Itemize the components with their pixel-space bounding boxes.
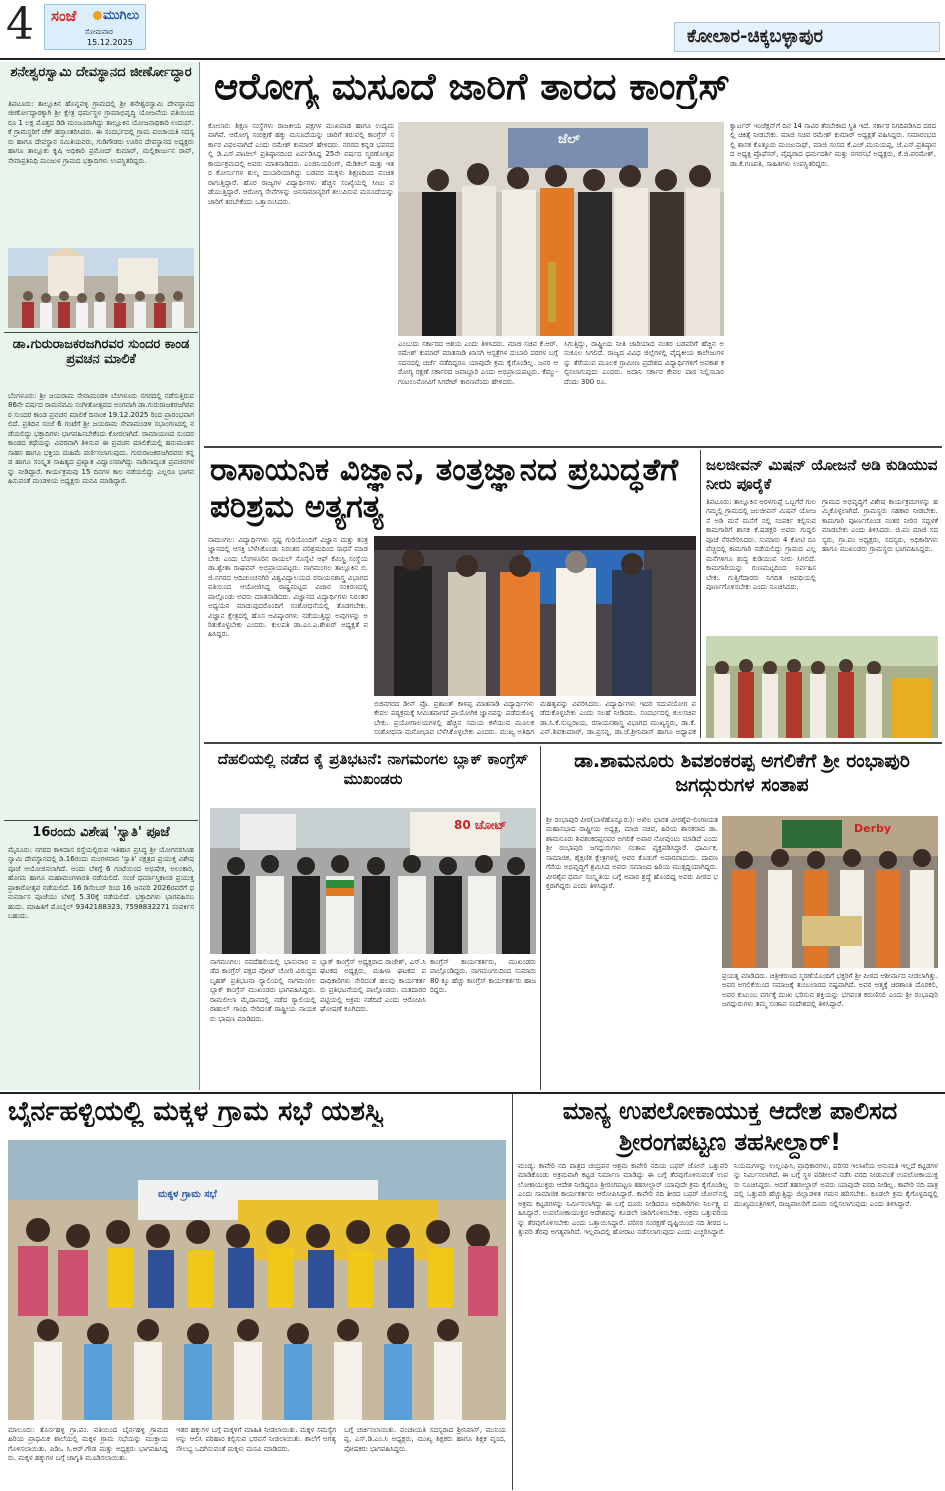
science-col-b: ಬಿಜಿನಗರದ ಡೀನ್ ಪ್ರೊ. ಪ್ರಶಾಂತ್ ಕಾಳಪ್ಪ ಮಾತನಾಡಿ ವಿದ್ಯಾರ್ಥಿಗಳು ಕೇವಲ ಪಠ್ಯಕ್ರಮಕ್ಕೆ ಸೀಮಿತವಾಗದೆ ಪ್ರಾಯೋಗಿಕ ಜ್ಞಾನವನ್ನು ಪಡೆದುಕೊಳ್ಳಬೇಕು. ಪ್ರಯೋಗಾಲಯಗಳಲ್ಲಿ ಹೆಚ್ಚಿನ ಸಮಯ ಕಳೆಯುವ ಮೂಲಕ ಸಂಶೋಧನಾ ಮನೋಭಾವ ಬೆಳೆಸಿಕೊಳ್ಳಬೇಕು ಎಂದರು. ಮುಖ್ಯ ಅತಿಥಿಗ <box>374 700 534 737</box>
story-pravachana-heading: ಡಾ.ಗುರುರಾಜಕರಜಗಿರವರ ಸುಂದರ ಕಾಂಡ ಪ್ರವಚನ ಮಾಲಿಕೆ <box>12 337 190 367</box>
protest-photo <box>210 808 536 954</box>
lead-col-b: ಎಂಬುದು ಸರ್ಕಾರದ ಆಶಯ ಎಂದು ತಿಳಿಸಿದರು. ಮಾಜಿ ಸಚಿವ ಕೆ.ಆರ್.ರಮೇಶ್ ಕುಮಾರ್ ಮಾತನಾಡಿ ಖಾಸಗಿ ಆಸ್ಪತ್ರೆಗಳ ದುಬಾರಿ ದರಗಳ ಬಗ್ಗೆ ಸದನದಲ್ಲಿ ಚರ್ಚೆ ನಡೆದಿದ್ದರೂ ಯಾವುದೇ ಕ್ರಮ ಕೈಗೊಂಡಿಲ್ಲ. ಜನರ ಆರೋಗ್ಯ ರಕ್ಷಣೆ ಸರ್ಕಾರದ ಜವಾಬ್ದಾರಿ ಎಂದು ಅಭಿಪ್ರಾಯಪಟ್ಟರು. ಕೆಮ್ಮು-ಗಂಟಲುನೋವಿಗೆ ಸಿಗರೇಟ್ ಕಾರಣವೆಂದು ಹೇಳಿದರು. <box>398 340 558 386</box>
jal-headline: ಜಲಜೀವನ್ ಮಿಷನ್ ಯೋಜನೆ ಅಡಿ ಕುಡಿಯುವ ನೀರು ಪೂರೈಕೆ <box>706 456 938 493</box>
sun-logo-icon <box>93 11 102 20</box>
masthead <box>0 0 945 56</box>
rambha-col-a: ಶ್ರೀ ರಂಭಾಪುರಿ ಪೀಠ(ಬಾಳೆಹೊನ್ನೂರು): ಅಖಿಲ ಭಾರತ ವೀರಶೈವ-ಲಿಂಗಾಯತ ಮಹಾಸಭಾದ ರಾಷ್ಟ್ರೀಯ ಅಧ್ಯಕ್ಷ, ಮಾಜಿ ಸಚಿವ, ಹಿರಿಯ ಶಾಸಕರಾದ ಡಾ.ಶಾಮನೂರು ಶಿವಶಂಕರಪ್ಪನವರ ಅಗಲಿಕೆ ಅಪಾರ ನೋವುಂಟು ಮಾಡಿದೆ ಎಂದು ಶ್ರೀ ರಂಭಾಪುರಿ ಜಗದ್ಗುರುಗಳು ಸಂತಾಪ ವ್ಯಕ್ತಪಡಿಸಿದ್ದಾರೆ. ಧಾರ್ಮಿಕ, ಸಾಮಾಜಿಕ, ಶೈಕ್ಷಣಿಕ ಕ್ಷೇತ್ರಗಳಲ್ಲಿ ಅವರ ಕೊಡುಗೆ ಅಪಾರವಾದುದು. ದಾವಣಗೆರೆಯ ಅಭಿವೃದ್ಧಿಗೆ ಶ್ರಮಿಸಿದ ಅವರು ಸಮಾಜದ ಹಿರಿಯ ಮುತ್ಸದ್ದಿಯಾಗಿದ್ದರು. ವೀರಶೈವ ಧರ್ಮ ಸಂಸ್ಕೃತಿಯ ಬಗ್ಗೆ ಅಪಾರ ಶ್ರದ್ಧೆ ಹೊಂದಿದ್ದ ಅವರು ಪೀಠದ ಭಕ್ತರಾಗಿದ್ದರು ಎಂದು ತಿಳಿಸಿದ್ದಾರೆ. <box>546 816 718 891</box>
science-col-c: ಮಹತ್ವವನ್ನು ವಿವರಿಸಿದರು. ವಿದ್ಯಾರ್ಥಿಗಳು ಇದರ ಸದುಪಯೋಗ ಪಡೆದುಕೊಳ್ಳಬೇಕು ಎಂದು ಸಲಹೆ ನೀಡಿದರು. ಸಂದರ್ಭದಲ್ಲಿ ಕುಲಸಚಿವ ಡಾ.ಸಿ.ಕೆ.ಸುಬ್ಬರಾಯ, ರಸಾಯನಶಾಸ್ತ್ರ ವಿಭಾಗದ ಮುಖ್ಯಸ್ಥರು, ಡಾ.ಕೆ.ಎನ್.ಶಿವಕುಮಾರ್, ಡಾ.ಪ್ರಸನ್ನ, ಡಾ.ಜೆ.ಶ್ರೀನಿವಾಸ್ ಹಾಗೂ ಅಧ್ಯಾಪಕ <box>540 700 696 737</box>
protest-col-a: ನಾಗಮಂಗಲ: ನವದೆಹಲಿಯಲ್ಲಿ ಭಾನುವಾರ ನಡೆದ ಕಾಂಗ್ರೆಸ್ ಪಕ್ಷದ ವೋಟ್ ಚೋರಿ ವಿರುದ್ಧದ ಬೃಹತ್ ಪ್ರತಿಭಟನಾ ರ‍್ಯಾಲಿಯಲ್ಲಿ ನಾಗಮಂಗಲ ಬ್ಲಾಕ್ ಕಾಂಗ್ರೆಸ್ ಮುಖಂಡರು ಭಾಗವಹಿಸಿದ್ದರು. ರಾಮಲೀಲಾ ಮೈದಾನದಲ್ಲಿ ನಡೆದ ರ‍್ಯಾಲಿಯಲ್ಲಿ ರಾಹುಲ್ ಗಾಂಧಿ ಸೇರಿದಂತೆ ರಾಷ್ಟ್ರೀಯ ನಾಯಕರು ಭಾಷಣ ಮಾಡಿದರು. <box>210 958 316 1023</box>
issue-date: 15.12.2025 <box>87 38 133 47</box>
lokayukta-col-b: ನಿಯಮಗಳನ್ನು ಉಲ್ಲಂಘಿಸಿ, ಪ್ರಾಧಿಕಾರಗಳು, ಪರಿಸರ ಇಲಾಖೆಯ ಅನುಮತಿ ಇಲ್ಲದೆ ಕಟ್ಟಡಗಳನ್ನು ನಿರ್ಮಿಸಲಾಗಿದೆ. ಈ ಬಗ್ಗೆ ಸ್ಥಳ ಪರಿಶೀಲನೆ ನಡೆಸಿ ವರದಿ ನೀಡುವಂತೆ ಉಪಲೋಕಾಯುಕ್ತರು ಸೂಚಿಸಿದ್ದರು. ಆದರೆ ತಹಸೀಲ್ದಾರ್ ಅವರು ಯಾವುದೇ ವರದಿ ನೀಡಿಲ್ಲ. ಕಾವೇರಿ ನದಿ ಪಾತ್ರದಲ್ಲಿ ಒತ್ತುವರಿ ಹೆಚ್ಚುತ್ತಿದ್ದು ಜಿಲ್ಲಾಡಳಿತ ಗಮನ ಹರಿಸಬೇಕು. ಕೂಡಲೇ ಕ್ರಮ ಕೈಗೊಳ್ಳದಿದ್ದಲ್ಲಿ ಮುಖ್ಯಮಂತ್ರಿಗಳಿಗೆ, ರಾಜ್ಯಪಾಲರಿಗೆ ದೂರು ಸಲ್ಲಿಸಲಾಗುವುದು ಎಂದು ತಿಳಿಸಿದ್ದಾರೆ. <box>734 1162 938 1208</box>
story-pravachana-body: ಬೆಂಗಳೂರು: ಶ್ರೀ ಜಯರಾಮ ಸೇವಾಮಂಡಳಿ ಬೆಂಗಳೂರು ನಗರದಲ್ಲಿ ನಡೆಸುತ್ತಿರುವ 86ನೇ ವರ್ಷದ ರಾಮನವಮಿ ಸಂಗೀತೋತ್ಸವದ ಅಂಗವಾಗಿ ಡಾ.ಗುರುರಾಜಕರಜಗಿರವರ ಸುಂದರ ಕಾಂಡ ಪ್ರವಚನ ಮಾಲಿಕೆ ದಿನಾಂಕ 19.12.2025 ರಿಂದ ಪ್ರಾರಂಭವಾಗಲಿದೆ. ಪ್ರತಿದಿನ ಸಂಜೆ 6 ಗಂಟೆಗೆ ಶ್ರೀ ಜಯರಾಮ ಸೇವಾಮಂಡಳಿ ಸಭಾಂಗಣದಲ್ಲಿ ನಡೆಯಲಿದ್ದು ಭಕ್ತಾದಿಗಳು ಭಾಗವಹಿಸಬೇಕೆಂದು ಕೋರಲಾಗಿದೆ. ರಾಮಾಯಣದ ಸುಂದರ ಕಾಂಡದ ಕಥೆಯನ್ನು ವಿವರವಾಗಿ ತಿಳಿಸುವ ಈ ಪ್ರವಚನ ಮಾಲಿಕೆಯಲ್ಲಿ ಹನುಮಂತನ ಸಾಹಸ ಹಾಗೂ ಭಕ್ತಿಯ ಮಹಿಮೆ ವರ್ಣಿಸಲಾಗುವುದು. ಗುರುರಾಜಕರಜಗಿರವರು ಕನ್ನಡ ಹಾಗೂ ಸಂಸ್ಕೃತ ಸಾಹಿತ್ಯದ ಪ್ರಖ್ಯಾತ ವಿದ್ವಾಂಸರಾಗಿದ್ದು ನಾಡಿನಾದ್ಯಂತ ಪ್ರವಚನಗಳನ್ನು ನೀಡಿದ್ದಾರೆ. ಕಾರ್ಯಕ್ರಮವು 15 ದಿನಗಳ ಕಾಲ ನಡೆಯಲಿದ್ದು ಎಲ್ಲರೂ ಭಾಗವಹಿಸುವಂತೆ ಮಂಡಳಿಯ ಅಧ್ಯಕ್ಷರು ಮನವಿ ಮಾಡಿದ್ದಾರೆ. <box>8 392 194 485</box>
rambha-photo-banner-text: Derby <box>854 822 892 835</box>
lead-photo-banner-text: ಜೆಲ್ <box>558 132 580 147</box>
protest-headline: ದೆಹಲಿಯಲ್ಲಿ ನಡೆದ ಕೈ ಪ್ರತಿಭಟನೆ: ನಾಗಮಂಗಲ ಬ್ಲಾಕ್ ಕಾಂಗ್ರೆಸ್ ಮುಖಂಡರು <box>217 750 529 788</box>
issue-day: ಸೋಮವಾರ <box>85 28 113 36</box>
lead-headline: ಆರೋಗ್ಯ ಮಸೂದೆ ಜಾರಿಗೆ ತಾರದ ಕಾಂಗ್ರೆಸ್ <box>214 66 731 108</box>
children-sabha-headline: ಬೈರ್ನಹಳ್ಳಿಯಲ್ಲಿ ಮಕ್ಕಳ ಗ್ರಾಮ ಸಭೆ ಯಶಸ್ವಿ <box>8 1096 385 1127</box>
protest-col-c: ಕಾಂಗ್ರೆಸ್ ಕಾರ್ಯಕರ್ತರು, ಮುಖಂಡರು ಪಾಲ್ಗೊಂಡಿದ್ದರು. ನಾಗಮಂಗಲದಿಂದ ಸುಮಾರು 80 ಕ್ಕೂ ಹೆಚ್ಚು ಕಾಂಗ್ರೆಸ್ ಕಾರ್ಯಕರ್ತರು ಹಾಜರಿದ್ದರು. <box>430 958 536 995</box>
children-col-b: ಇತರ ಹಕ್ಕುಗಳ ಬಗ್ಗೆ ಮಕ್ಕಳಿಗೆ ಮಾಹಿತಿ ನೀಡಲಾಯಿತು. ಮಕ್ಕಳ ಸಮಸ್ಯೆಗಳನ್ನು ಆಲಿಸಿ ಪರಿಹಾರ ಕಲ್ಪಿಸುವ ಭರವಸೆ ನೀಡಲಾಯಿತು. ಶಾಲೆಗೆ ಅಗತ್ಯ ಸೌಲಭ್ಯ ಒದಗಿಸುವಂತೆ ಮಕ್ಕಳು ಮನವಿ ಮಾಡಿದರು. <box>176 1426 336 1453</box>
temple-photo <box>8 248 194 328</box>
rambha-headline: ಡಾ.ಶಾಮನೂರು ಶಿವಶಂಕರಪ್ಪ ಅಗಲಿಕೆಗೆ ಶ್ರೀ ರಂಭಾಪುರಿ ಜಗದ್ಗುರುಗಳ ಸಂತಾಪ <box>574 750 910 796</box>
lokayukta-headline: ಮಾನ್ಯ ಉಪಲೋಕಾಯುಕ್ತ ಆದೇಶ ಪಾಲಿಸದ ಶ್ರೀರಂಗಪಟ್ಟಣ ತಹಸೀಲ್ದಾರ್! <box>562 1097 898 1157</box>
science-headline: ರಾಸಾಯನಿಕ ವಿಜ್ಞಾನ, ತಂತ್ರಜ್ಞಾನದ ಪ್ರಬುದ್ಧತೆಗೆ ಪರಿಶ್ರಮ ಅತ್ಯಗತ್ಯ <box>210 452 679 526</box>
lead-photo <box>398 122 724 336</box>
children-col-c: ಬಗ್ಗೆ ಚರ್ಚಿಸಲಾಯಿತು. ಪಂಚಾಯತಿ ಸದಸ್ಯರಾದ ಶ್ರೀನಿವಾಸ್, ಮುನಿಯಪ್ಪ, ಎಸ್.ಡಿ.ಎಂ.ಸಿ ಅಧ್ಯಕ್ಷರು, ಮುಖ್ಯ ಶಿಕ್ಷಕರು ಹಾಗೂ ಶಿಕ್ಷಕ ವೃಂದ, ಪೋಷಕರು ಭಾಗವಹಿಸಿದ್ದರು. <box>344 1426 506 1453</box>
story-temple-heading: ಶನೇಶ್ವರಸ್ವಾಮಿ ದೇವಸ್ಥಾನದ ಜೀರ್ಣೋದ್ಧಾರ <box>10 65 192 80</box>
story-swathi-heading: 16ರಂದು ವಿಶೇಷ 'ಸ್ವಾತಿ' ಪೂಜೆ <box>32 825 170 840</box>
children-sabha-banner-text: ಮಕ್ಕಳ ಗ್ರಾಮ ಸಭೆ <box>158 1189 217 1200</box>
science-photo-image <box>374 536 696 696</box>
lead-col-d: ಕ್ವಾರ್ಟರ್ ಇಂಜೆಕ್ಷನ್‌ಗೆ ದಿನ 14 ಸಾವಿರ ತೆರಬೇಕಾದ ಸ್ಥಿತಿ ಇದೆ. ಸರ್ಕಾರ ನಿಗದಿಪಡಿಸಿದ ದರದಲ್ಲಿ ಚಿಕಿತ್ಸೆ ನೀಡಬೇಕು. ಮಾಜಿ ಸಚಿವ ರಮೇಶ್ ಕುಮಾರ್ ಅಧ್ಯಕ್ಷತೆ ವಹಿಸಿದ್ದರು. ಸಮಾರಂಭದಲ್ಲಿ ಶಾಸಕ ಕೊತ್ತೂರು ಮಂಜುನಾಥ್, ಮಾಜಿ ಸಂಸದ ಕೆ.ಎಚ್.ಮುನಿಯಪ್ಪ, ಜೆ.ಎಸ್.ಪ್ರತಿಷ್ಠಾನದ ಅಧ್ಯಕ್ಷ ಪ್ರೊಫೆಸರ್, ವೈದ್ಯರಾದ ಧರ್ಮದರ್ಶಿ ಮತ್ತು ನಗರಸಭೆ ಅಧ್ಯಕ್ಷರು, ಕೆ.ಜಿ.ಪರಮೇಶ್, ಡಾ.ಕೆ.ಗಣಪತಿ, ಸಾಹಿತಿಗಳು ಉಪಸ್ಥಿತರಿದ್ದರು. <box>730 122 936 168</box>
brand-name-b: ಮುಗಿಲು <box>103 8 140 23</box>
children-sabha-photo <box>8 1140 506 1420</box>
lead-col-c: ಸಿಗುತ್ತಿದ್ದು, ರಾಷ್ಟ್ರೀಯ ನೀತಿ ಜಾರಿಯಾದ ನಂತರ ಬಡವರಿಗೆ ಹೆಚ್ಚಿನ ಅನುಕೂಲ ಸಿಗಲಿದೆ. ರಾಜ್ಯದ ವಿವಿಧ ಜಿಲ್ಲೆಗಳಲ್ಲಿ ವೈದ್ಯಕೀಯ ಕಾಲೇಜುಗಳನ್ನು ತೆರೆಯುವ ಮೂಲಕ ಗ್ರಾಮೀಣ ಪ್ರದೇಶದ ವಿದ್ಯಾರ್ಥಿಗಳಿಗೆ ಅವಕಾಶ ಕಲ್ಪಿಸಲಾಗುವುದು ಎಂದರು. ಅದಾನಿ ಸರ್ಕಾರ ಕೇವಲ ಪಾಠ ನಿಲ್ಲಿಸಬಾರದೆಂದು 300 ರೂ. <box>564 340 724 386</box>
brand-name-a: ಸಂಜೆ <box>51 7 77 25</box>
protest-col-b: ಬ್ಲಾಕ್ ಕಾಂಗ್ರೆಸ್ ಅಧ್ಯಕ್ಷರಾದ ರಾಜೇಶ್, ಎಸ್.ಸಿ ಘಟಕದ ಅಧ್ಯಕ್ಷರು, ಮಹಿಳಾ ಘಟಕದ ಪದಾಧಿಕಾರಿಗಳು ಸೇರಿದಂತೆ ಹಲವು ಕಾರ್ಯಕರ್ತರು ಪ್ರತಿಭಟನೆಯಲ್ಲಿ ಪಾಲ್ಗೊಂಡರು. ಮತದಾರರ ಪಟ್ಟಿಯಲ್ಲಿ ಅಕ್ರಮ ನಡೆದಿದೆ ಎಂದು ಆರೋಪಿಸಿ ಘೋಷಣೆ ಕೂಗಿದರು. <box>320 958 426 1014</box>
story-temple-body: ತಿಪಟೂರು: ತಾಲ್ಲೂಕಿನ ಹೊನ್ನವಳ್ಳಿ ಗ್ರಾಮದಲ್ಲಿ ಶ್ರೀ ಶನೇಶ್ವರಸ್ವಾಮಿ ದೇವಸ್ಥಾನದ ಜೀರ್ಣೋದ್ಧಾರಕ್ಕಾಗಿ ಶ್ರೀ ಕ್ಷೇತ್ರ ಧರ್ಮಸ್ಥಳ ಗ್ರಾಮಾಭಿವೃದ್ಧಿ ಯೋಜನೆಯ ವತಿಯಿಂದ ರೂ 1 ಲಕ್ಷ ಮೊತ್ತದ ಡಿಡಿ ಮಂಜೂರಾಗಿದ್ದು ತಾಲ್ಲೂಕಿನ ಯೋಜನಾಧಿಕಾರಿ ಉದಯ್.ಕೆ ಗ್ರಾಮಸ್ಥರಿಗೆ ಚೆಕ್ ಹಸ್ತಾಂತರಿಸಿದರು. ಈ ಸಂದರ್ಭದಲ್ಲಿ ಗ್ರಾಮ ಪಂಚಾಯತಿ ಸದಸ್ಯರು ಹಾಗೂ ದೇವಸ್ಥಾನ ಸಮಿತಿಯವರು, ಗುಡಿಗೌಡರು ಊರಿನ ದೇವಸ್ಥಾನದ ಅಧ್ಯಕ್ಷರು ಹಾಗೂ ತಾಲ್ಲೂಕು ಕೃಷಿ ಅಧಿಕಾರಿ ಪ್ರಮೋದ್ ಕುಮಾರ್, ಮಲ್ಲಿಕಾರ್ಜುನ ರಾವ್, ಸೇವಾಪ್ರತಿನಿಧಿ ಮಂಜುಳ ಗ್ರಾಮದ ಭಕ್ತಾದಿಗಳು ಉಪಸ್ಥಿತರಿದ್ದರು. <box>8 100 194 165</box>
jal-photo <box>706 636 938 738</box>
jal-col-a: ತಿಪಟೂರು: ತಾಲ್ಲೂಕಿನ ಅರಳಗುಪ್ಪೆ ಒಬ್ಬಗೆರೆ ಗುಲಗಮ್ಮಲ್ಲಿ ಗ್ರಾಮದಲ್ಲಿ ಜಲಜೀವನ್ ಮಿಷನ್ ಯೋಜನೆ ಅಡಿ ಮನೆ ಮನೆಗೆ ನಲ್ಲಿ ಸಂಪರ್ಕ ಕಲ್ಪಿಸುವ ಕಾಮಗಾರಿಗೆ ಶಾಸಕ ಕೆ.ಷಡಕ್ಷರಿ ಅವರು ಗುದ್ದಲಿ ಪೂಜೆ ನೆರವೇರಿಸಿದರು. ಸುಮಾರು 4 ಕೋಟಿ ರೂ ವೆಚ್ಚದಲ್ಲಿ ಕಾಮಗಾರಿ ನಡೆಯಲಿದ್ದು ಗ್ರಾಮದ ಎಲ್ಲ ಮನೆಗಳಿಗೂ ಶುದ್ಧ ಕುಡಿಯುವ ನೀರು ಸಿಗಲಿದೆ. ಕಾಮಗಾರಿಯನ್ನು ಗುಣಮಟ್ಟದಿಂದ ನಿರ್ವಹಿಸಬೇಕು. ಗುತ್ತಿಗೆದಾರರು ನಿಗದಿತ ಅವಧಿಯಲ್ಲಿ ಪೂರ್ಣಗೊಳಿಸಬೇಕು ಎಂದು ಸೂಚಿಸಿದರು. <box>706 498 816 591</box>
children-col-a: ಮಾಲೂರು: ತೊರ್ನಹಳ್ಳಿ ಗ್ರಾ.ಪಂ. ವತಿಯಿಂದ ಬೈರ್ನಹಳ್ಳಿ ಗ್ರಾಮದ ಹಿರಿಯ ಪ್ರಾಥಮಿಕ ಶಾಲೆಯಲ್ಲಿ ಮಕ್ಕಳ ಗ್ರಾಮ ಸಭೆಯನ್ನು ಮುಕ್ತಾಯಗೊಳಿಸಲಾಯಿತು. ಪಿಡಿಒ ಸಿ.ಆರ್.ಗೌಡ ಮತ್ತು ಅಧ್ಯಕ್ಷರು ಭಾಗವಹಿಸಿದ್ದರು. ಮಕ್ಕಳ ಹಕ್ಕುಗಳ ಬಗ್ಗೆ ಜಾಗೃತಿ ಮೂಡಿಸಲಾಯಿತು. <box>8 1426 168 1463</box>
jal-col-b: ಗ್ರಾಮದ ಅಭಿವೃದ್ಧಿಗೆ ವಿಶೇಷ ಕಾರ್ಯಕ್ರಮಗಳನ್ನು ಹಮ್ಮಿಕೊಳ್ಳಲಾಗಿದೆ. ಗ್ರಾಮಸ್ಥರು ಸಹಕಾರ ನೀಡಬೇಕು. ಕಾಮಗಾರಿ ಪೂರ್ಣಗೊಂಡ ನಂತರ ನೀರಿನ ಸದ್ಬಳಕೆ ಮಾಡಬೇಕು ಎಂದು ತಿಳಿಸಿದರು. ಜಿ.ಪಂ ಮಾಜಿ ಸದಸ್ಯರು, ಗ್ರಾ.ಪಂ ಅಧ್ಯಕ್ಷರು, ಸದಸ್ಯರು, ಅಧಿಕಾರಿಗಳು ಹಾಗೂ ಮುಖಂಡರು ಗ್ರಾಮಸ್ಥರು ಭಾಗವಹಿಸಿದ್ದರು. <box>822 498 938 554</box>
story-swathi-body: ಮೈಸೂರು: ನಗರದ ಕಾಳಿದಾಸ ರಸ್ತೆಯಲ್ಲಿರುವ ಇತಿಹಾಸ ಪ್ರಸಿದ್ಧ ಶ್ರೀ ಯೋಗನರಸಿಂಹಸ್ವಾಮಿ ದೇವಸ್ಥಾನದಲ್ಲಿ ಡಿ.16ರಂದು ಮಂಗಳವಾರ 'ಸ್ವಾತಿ' ನಕ್ಷತ್ರದ ಪ್ರಯುಕ್ತ ವಿಶೇಷ ಪೂಜೆ ಆಯೋಜಿಸಲಾಗಿದೆ. ಅಂದು ಬೆಳಿಗ್ಗೆ 6 ಗಂಟೆಯಿಂದ ಅಭಿಷೇಕ, ಅಲಂಕಾರ, ಹೋಮ ಹಾಗೂ ಮಹಾಮಂಗಳಾರತಿ ನಡೆಯಲಿದೆ. ಸಂಜೆ ಧರ್ಮಾಸ್ತಿಕಾಂಡ ಪ್ರಯುಕ್ತ ಪ್ರಾಕಾರೋತ್ಸವ ನಡೆಯಲಿದೆ. 16 ಡಿಸೆಂಬರ್ ರಿಂದ 16 ಜನವರಿ 2026ರವರೆಗೆ ಧನುರ್ಮಾಸ ಪೂಜೆಯು ಬೆಳಿಗ್ಗೆ 5.30ಕ್ಕೆ ನಡೆಯಲಿದೆ. ಭಕ್ತಾದಿಗಳು ಭಾಗವಹಿಸಬಹುದು. ಮಾಹಿತಿಗೆ ಮೊಬೈಲ್ 9342188323, 7598832271 ಸಂಪರ್ಕಿಸಬಹುದು. <box>8 846 194 921</box>
region-banner <box>674 22 940 52</box>
lead-col-a: ಕೋಲಾರ: ಶಿಕ್ಷಣ ಸಂಸ್ಥೆಗಳು ರಾಜಕೀಯ ಪಕ್ಷಗಳ ಮುಖವಾಡ ಹಾಗೂ ಉದ್ಯಮವಾಗಿವೆ. ಆರೋಗ್ಯ ಸಂರಕ್ಷಣೆ ಹಕ್ಕು ಮಸೂದೆಯನ್ನು ಜಾರಿಗೆ ತರುವಲ್ಲಿ ಕಾಂಗ್ರೆಸ್ ಸರ್ಕಾರ ವಿಫಲವಾಗಿದೆ ಎಂದು ರಮೇಶ್ ಕುಮಾರ್ ಹೇಳಿದರು. ನಗರದ ಕನ್ನಡ ಭವನದಲ್ಲಿ ಡಿ.ಎಸ್.ಪಾಟೀಲ್ ಪ್ರತಿಷ್ಠಾನದಿಂದ ಏರ್ಪಡಿಸಿದ್ದ 25ನೇ ವರ್ಷದ ಸ್ಮರಣೋತ್ಸವ ಕಾರ್ಯಕ್ರಮದಲ್ಲಿ ಅವರು ಮಾತನಾಡಿದರು. ಎಂಜಿನಿಯರಿಂಗ್, ಮೆಡಿಕಲ್ ಮತ್ತು ಇತರ ಕೋರ್ಸುಗಳ ಶುಲ್ಕ ದುಬಾರಿಯಾಗಿದ್ದು ಬಡವರ ಮಕ್ಕಳು ಶಿಕ್ಷಣದಿಂದ ವಂಚಿತರಾಗುತ್ತಿದ್ದಾರೆ. ಹೊರ ರಾಜ್ಯಗಳ ವಿದ್ಯಾರ್ಥಿಗಳು ಹೆಚ್ಚಿನ ಸಂಖ್ಯೆಯಲ್ಲಿ ಸೀಟು ಪಡೆಯುತ್ತಿದ್ದಾರೆ. ಆರೋಗ್ಯ ಸೇವೆಗಳನ್ನು ಜನಸಾಮಾನ್ಯರಿಗೆ ತಲುಪಿಸುವ ಮಸೂದೆಯನ್ನು ಜಾರಿಗೆ ತರಬೇಕೆಂದು ಒತ್ತಾಯಿಸಿದರು. <box>208 122 394 206</box>
rambha-photo <box>722 816 938 968</box>
rambha-col-b: ಪ್ರಯತ್ನ ಮಾಡಿದರು. ಚಿತ್ರೀಕರಣದ ಸ್ಮರಣೆಯೊಂದಿಗೆ ಭಕ್ತರಿಗೆ ಶ್ರೀ ಪೀಠದ ಆಶೀರ್ವಾದ ನೀಡಲಾಗಿತ್ತು. ಅವರ ಅಗಲಿಕೆಯಿಂದ ಸಮಾಜಕ್ಕೆ ತುಂಬಲಾರದ ನಷ್ಟವಾಗಿದೆ. ಅವರ ಆತ್ಮಕ್ಕೆ ಚಿರಶಾಂತಿ ದೊರಕಲಿ, ಅವರ ಕುಟುಂಬ ವರ್ಗಕ್ಕೆ ದುಃಖ ಭರಿಸುವ ಶಕ್ತಿಯನ್ನು ಭಗವಂತ ಕರುಣಿಸಲಿ ಎಂದು ಶ್ರೀ ರಂಭಾಪುರಿ ಜಗದ್ಗುರುಗಳು ತಮ್ಮ ಸಂತಾಪ ಸಂದೇಶದಲ್ಲಿ ತಿಳಿಸಿದ್ದಾರೆ. <box>722 972 938 1009</box>
science-col-a: ನಾಮಂಗಲ: ವಿದ್ಯಾರ್ಥಿಗಳು ಸ್ಪಷ್ಟ ಗುರಿಯೊಂದಿಗೆ ವಿಜ್ಞಾನ ಮತ್ತು ತಂತ್ರಜ್ಞಾನದಲ್ಲಿ ಆಸಕ್ತಿ ಬೆಳೆಸಿಕೊಂಡು ನಿರಂತರ ಪರಿಶ್ರಮದಿಂದ ಸಾಧನೆ ಮಾಡಬೇಕು ಎಂದು ಬೆಂಗಳೂರಿನ ರಾಯಲ್ ಸೊಸೈಟಿ ಆಫ್ ಕೆಮಿಸ್ಟ್ರಿ ಸಂಸ್ಥೆಯ ಡಾ.ಶ್ವೇತಾ ರಾಘವನ್ ಅಭಿಪ್ರಾಯಪಟ್ಟರು. ನಾಗಮಂಗಲ ತಾಲ್ಲೂಕಿನ ಬಿ.ಜಿ.ನಗರದ ಆದಿಚುಂಚನಗಿರಿ ವಿಶ್ವವಿದ್ಯಾಲಯದ ರಸಾಯನಶಾಸ್ತ್ರ ವಿಭಾಗದ ವತಿಯಿಂದ ಆಯೋಜಿಸಿದ್ದ ರಾಷ್ಟ್ರಮಟ್ಟದ ವಿಚಾರ ಸಂಕಿರಣದಲ್ಲಿ ಪಾಲ್ಗೊಂಡು ಅವರು ಮಾತನಾಡಿದರು. ವಿಜ್ಞಾನದ ವಿದ್ಯಾರ್ಥಿಗಳು ನಿರಂತರ ಅಧ್ಯಯನ ಮಾಡುವುದರೊಂದಿಗೆ ಸಂಶೋಧನೆಯಲ್ಲಿ ತೊಡಗಬೇಕು. ವಿಜ್ಞಾನ ಕ್ಷೇತ್ರದಲ್ಲಿ ಹೊಸ ಆವಿಷ್ಕಾರಗಳು ನಡೆಯುತ್ತಿದ್ದು ಅವುಗಳನ್ನು ಅರಿತುಕೊಳ್ಳಬೇಕು ಎಂದರು. ಕುಲಪತಿ ಡಾ.ಎಂ.ಎ.ಶೇಖರ್ ಅಧ್ಯಕ್ಷತೆ ವಹಿಸಿದ್ದರು. <box>208 536 368 639</box>
brand-box <box>44 4 146 50</box>
region-title: ಕೋಲಾರ-ಚಿಕ್ಕಬಳ್ಳಾಪುರ <box>687 26 824 47</box>
protest-sign-text: 80 ಚೋಟ್ <box>454 818 507 832</box>
page-number: 4 <box>6 0 34 50</box>
lokayukta-col-a: ಮಂಡ್ಯ: ಕಾವೇರಿ ನದಿ ಪಾತ್ರದ ಚಂದ್ರವನ ಆಶ್ರಮ ಕಾವೇರಿ ನದಿಯ ಬಫರ್ ಜೋನ್ ಒತ್ತುವರಿ ಮಾಡಿಕೊಂಡು ಅಕ್ರಮವಾಗಿ ಕಟ್ಟಡ ನಿರ್ಮಾಣ ಮಾಡಿದ್ದು ಈ ಬಗ್ಗೆ ತೆರವುಗೊಳಿಸುವಂತೆ ಉಪಲೋಕಾಯುಕ್ತರು ಆದೇಶ ನೀಡಿದ್ದರೂ ಶ್ರೀರಂಗಪಟ್ಟಣ ತಹಸೀಲ್ದಾರ್ ಯಾವುದೇ ಕ್ರಮ ಕೈಗೊಂಡಿಲ್ಲ ಎಂದು ಸಾಮಾಜಿಕ ಕಾರ್ಯಕರ್ತರು ಆರೋಪಿಸಿದ್ದಾರೆ. ಕಾವೇರಿ ನದಿ ತೀರದ ಬಫರ್ ಜೋನ್‌ನಲ್ಲಿ ಅಕ್ರಮ ಕಟ್ಟಡಗಳನ್ನು ನಿರ್ಮಿಸಲಾಗಿದ್ದು ಈ ಬಗ್ಗೆ ದೂರು ನೀಡಿದರೂ ಅಧಿಕಾರಿಗಳು ನಿರ್ಲಕ್ಷ್ಯ ವಹಿಸಿದ್ದಾರೆ. ಉಪಲೋಕಾಯುಕ್ತರ ಆದೇಶವನ್ನು ಕೂಡಲೇ ಜಾರಿಗೊಳಿಸಬೇಕು. ಅಕ್ರಮ ಒತ್ತುವರಿಯನ್ನು ತೆರವುಗೊಳಿಸಬೇಕು ಎಂದು ಒತ್ತಾಯಿಸಿದ್ದಾರೆ. ಪರಿಸರ ಸಂರಕ್ಷಣೆ ದೃಷ್ಟಿಯಿಂದ ನದಿ ತೀರದ ಒತ್ತುವರಿ ತೆರವು ಅಗತ್ಯವಾಗಿದೆ. ಇಲ್ಲವಾದಲ್ಲಿ ಹೋರಾಟ ನಡೆಸಲಾಗುವುದು ಎಂದು ಎಚ್ಚರಿಸಿದ್ದಾರೆ. <box>518 1162 728 1237</box>
